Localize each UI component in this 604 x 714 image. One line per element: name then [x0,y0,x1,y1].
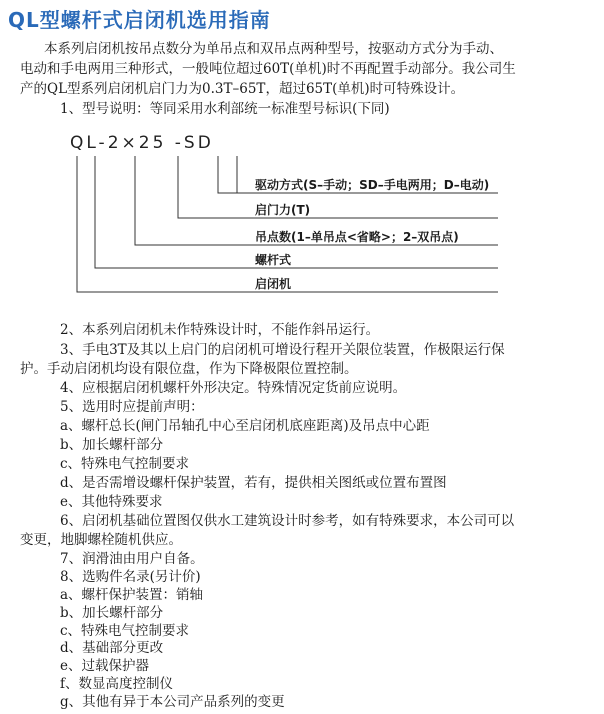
model-code: QL-2×25 -SD [70,133,214,153]
intro-line-1: 本系列启闭机按吊点数分为单吊点和双吊点两种型号，按驱动方式分为手动、 [44,41,503,57]
item-5-heading: 5、选用时应提前声明： [60,399,204,415]
item-8-d: d、基础部分更改 [60,640,164,656]
item-8-c: c、特殊电气控制要求 [60,623,190,639]
label-lift-force: 启门力(T) [255,203,311,217]
label-drive-mode: 驱动方式(S–手动；SD–手电两用；D–电动) [255,178,490,192]
item-8-a: a、螺杆保护装置：销轴 [60,587,204,603]
label-lifting-points: 吊点数(1–单吊点<省略>；2–双吊点) [255,230,459,244]
item-8-f: f、数显高度控制仪 [60,676,173,692]
item-5-b: b、加长螺杆部分 [60,437,164,453]
item-4: 4、应根据启闭机螺杆外形决定。特殊情况定货前应说明。 [60,380,407,396]
item-5-d: d、是否需增设螺杆保护装置，若有，提供相关图纸或位置布置图 [60,475,447,491]
item-8-heading: 8、选购件名录(另计价) [60,569,201,585]
item-8-g: g、其他有异于本公司产品系列的变更 [60,694,285,710]
item-8-b: b、加长螺杆部分 [60,605,164,621]
label-screw-type: 螺杆式 [255,253,292,267]
label-hoist: 启闭机 [255,277,292,291]
page-title: QL型螺杆式启闭机选用指南 [8,8,271,32]
item-6-line-1: 6、启闭机基础位置图仅供水工建筑设计时参考，如有特殊要求，本公司可以 [60,513,515,529]
item-2: 2、本系列启闭机未作特殊设计时，不能作斜吊运行。 [60,322,380,338]
item-5-c: c、特殊电气控制要求 [60,456,190,472]
item-1-model-description: 1、型号说明：等同采用水利部统一标准型号标识(下同) [60,101,390,117]
intro-line-3: 产的QL型系列启闭机启门力为0.3T–65T，超过65T(单机)时可特殊设计。 [20,81,465,97]
item-3-line-1: 3、手电3T及其以上启门的启闭机可增设行程开关限位装置，作极限运行保 [60,342,505,358]
item-3-line-2: 护。手动启闭机均设有限位盘，作为下降极限位置控制。 [20,361,358,377]
item-5-a: a、螺杆总长(闸门吊轴孔中心至启闭机底座距离)及吊点中心距 [60,418,430,434]
item-7: 7、润滑油由用户自备。 [60,551,204,567]
item-6-line-2: 变更，地脚螺栓随机供应。 [20,532,182,548]
item-8-e: e、过载保护器 [60,658,149,674]
intro-line-2: 电动和手电两用三种形式，一般吨位超过60T(单机)时不再配置手动部分。我公司生 [20,61,516,77]
item-5-e: e、其他特殊要求 [60,494,163,510]
